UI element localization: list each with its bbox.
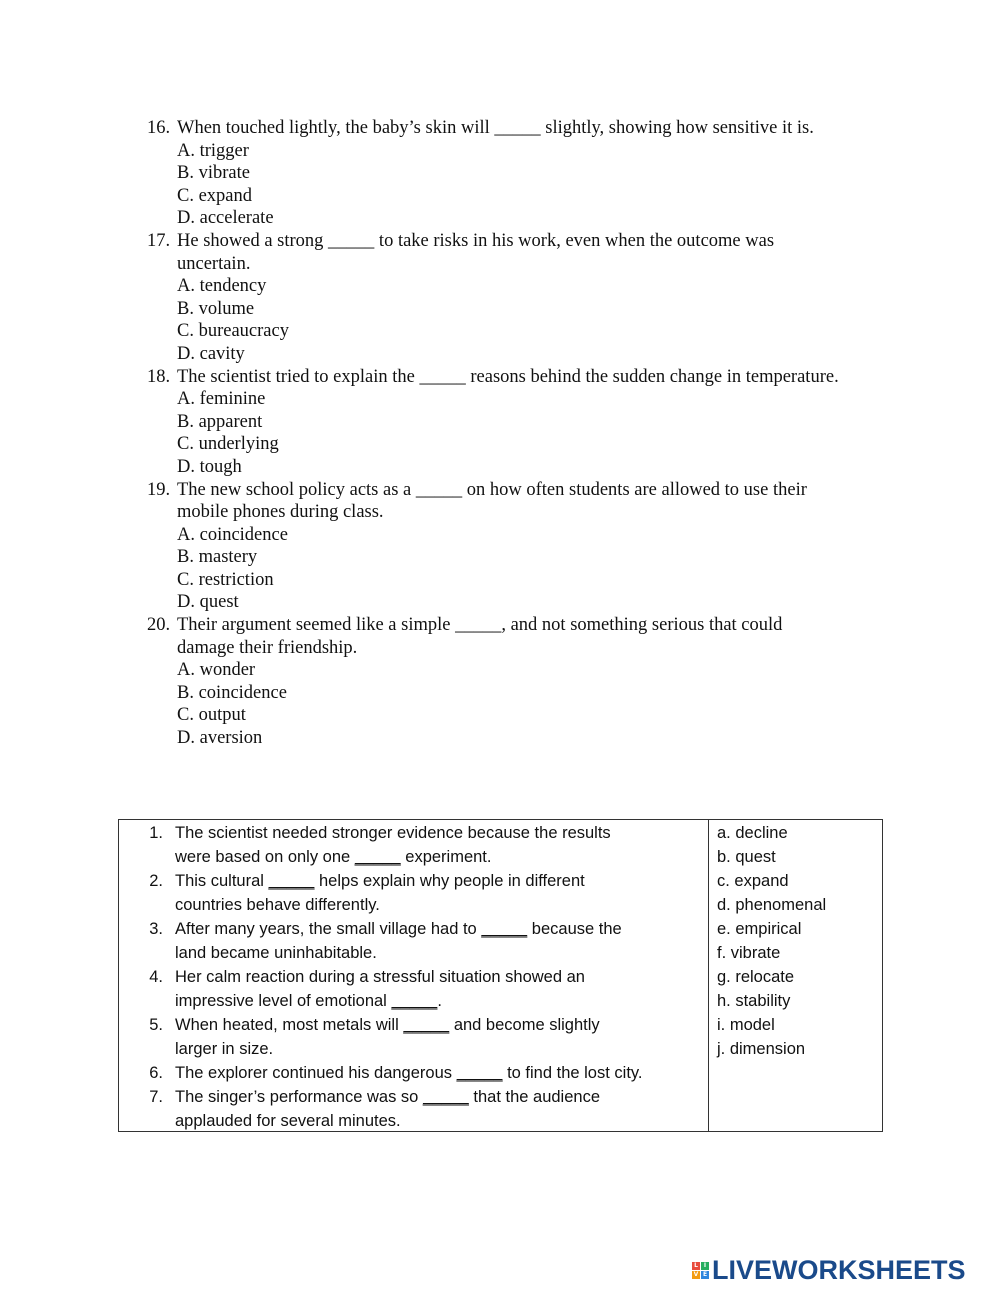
question-text: He showed a strong _____ to take risks in his work, even when the outcome was uncertain. [177,230,775,274]
option-c[interactable]: C. expand [177,185,253,206]
sentence-number: 6. [149,1064,163,1082]
answer-blank[interactable]: _____ [456,1064,503,1082]
option-b[interactable]: B. vibrate [177,163,250,184]
sentence-line: Her calm reaction during a stressful situation showed an [175,968,585,986]
option-d[interactable]: D. accelerate [177,208,274,229]
sentence-line: When heated, most metals will [175,1016,404,1034]
sentence-line: The explorer continued his dangerous [175,1064,457,1082]
answers-column [709,820,882,1131]
sentence-text [175,917,708,965]
sentence-text [175,1013,708,1061]
option-b[interactable]: B. mastery [177,547,258,568]
option-d[interactable]: D. quest [177,592,239,613]
sentence-line: land became uninhabitable. [175,944,377,962]
answer-blank[interactable]: _____ [268,872,315,890]
question-stem [147,230,897,275]
question-number: 17. [147,230,171,251]
question-number: 19. [147,479,171,500]
answer-choice[interactable]: i. model [717,1016,775,1034]
question-stem [147,614,897,659]
option-a[interactable]: A. feminine [177,389,266,410]
question-20 [147,614,897,750]
answer-choice[interactable]: c. expand [717,872,789,890]
option-a[interactable]: A. coincidence [177,524,288,545]
option-c[interactable]: C. output [177,705,246,726]
answer-choice[interactable]: h. stability [717,992,791,1010]
sentences-column [119,820,709,1131]
question-text: The new school policy acts as a _____ on how often students are allowed to use their mobile phones during class. [177,479,807,523]
answer-choice[interactable]: j. dimension [717,1040,806,1058]
sentence-number: 4. [149,968,163,986]
sentence-item-5 [119,1013,708,1061]
option-d[interactable]: D. aversion [177,728,263,749]
answer-choice[interactable]: e. empirical [717,920,802,938]
sentence-number: 1. [149,824,163,842]
sentence-number: 2. [149,872,163,890]
option-c[interactable]: C. bureaucracy [177,321,289,342]
option-b[interactable]: B. volume [177,298,255,319]
answer-blank[interactable]: _____ [403,1016,450,1034]
sentence-item-4 [119,965,708,1013]
question-text: The scientist tried to explain the _____ reasons behind the sudden change in temperature. [177,366,839,387]
option-d[interactable]: D. tough [177,456,242,477]
sentence-line: helps explain why people in different [314,872,585,890]
multiple-choice-section [147,117,897,750]
sentence-line: The scientist needed stronger evidence because the results [175,824,611,842]
question-number: 20. [147,615,171,636]
sentence-line: impressive level of emotional [175,992,392,1010]
sentence-number: 5. [149,1016,163,1034]
answer-choice[interactable]: d. phenomenal [717,896,827,914]
sentence-line: After many years, the small village had to [175,920,482,938]
sentence-number: 7. [149,1088,163,1106]
sentence-line: experiment. [400,848,492,866]
answer-choice[interactable]: a. decline [717,824,788,842]
question-text: When touched lightly, the baby’s skin will _____ slightly, showing how sensitive it is. [177,118,814,138]
sentence-line: were based on only one [175,848,355,866]
sentence-number: 3. [149,920,163,938]
question-stem [147,117,897,140]
sentence-item-1 [119,821,708,869]
answer-blank[interactable]: _____ [391,992,438,1010]
sentence-item-3 [119,917,708,965]
question-text: Their argument seemed like a simple _____, and not something serious that could damage their friendship. [177,615,783,658]
logo-mark-letter: I [701,1262,709,1270]
sentence-text [175,965,708,1013]
answer-blank[interactable]: _____ [354,848,401,866]
question-number: 18. [147,366,171,387]
question-number: 16. [147,118,171,138]
option-b[interactable]: B. coincidence [177,682,287,703]
answer-choice[interactable]: g. relocate [717,968,795,986]
logo-mark-icon [692,1262,709,1279]
option-c[interactable]: C. restriction [177,569,274,590]
question-19 [147,479,897,615]
option-a[interactable]: A. tendency [177,276,267,297]
sentence-line: applauded for several minutes. [175,1112,401,1130]
sentence-line: countries behave differently. [175,896,380,914]
sentence-text [175,869,708,917]
answer-blank[interactable]: _____ [422,1088,469,1106]
sentence-text [175,1061,708,1085]
question-16 [147,117,897,230]
matching-table [118,819,883,1132]
logo-mark-letter: E [702,1270,708,1278]
answer-choice[interactable]: f. vibrate [717,944,781,962]
sentence-line: that the audience [468,1088,600,1106]
sentence-line: and become slightly [449,1016,600,1034]
sentence-line: larger in size. [175,1040,274,1058]
sentence-line: This cultural [175,872,269,890]
logo-mark-letter: L [692,1262,700,1270]
answer-blank[interactable]: _____ [481,920,528,938]
option-a[interactable]: A. wonder [177,660,256,681]
sentence-text [175,821,708,869]
logo-text: LIVEWORKSHEETS [712,1254,966,1285]
option-b[interactable]: B. apparent [177,411,263,432]
liveworksheets-logo [692,1255,966,1285]
sentence-line: The singer’s performance was so [175,1088,423,1106]
question-17 [147,230,897,366]
option-d[interactable]: D. cavity [177,343,245,364]
sentence-item-6 [119,1061,708,1085]
sentence-item-2 [119,869,708,917]
sentence-text [175,1085,708,1133]
question-stem [147,366,897,389]
sentence-line: to find the lost city. [502,1064,643,1082]
sentence-line: because the [527,920,622,938]
option-c[interactable]: C. underlying [177,434,279,455]
answer-choice[interactable]: b. quest [717,848,776,866]
question-stem [147,479,897,524]
sentence-line: . [437,992,442,1010]
question-18 [147,366,897,479]
logo-mark-letter: V [693,1270,699,1278]
sentence-item-7 [119,1085,708,1133]
option-a[interactable]: A. trigger [177,140,249,161]
